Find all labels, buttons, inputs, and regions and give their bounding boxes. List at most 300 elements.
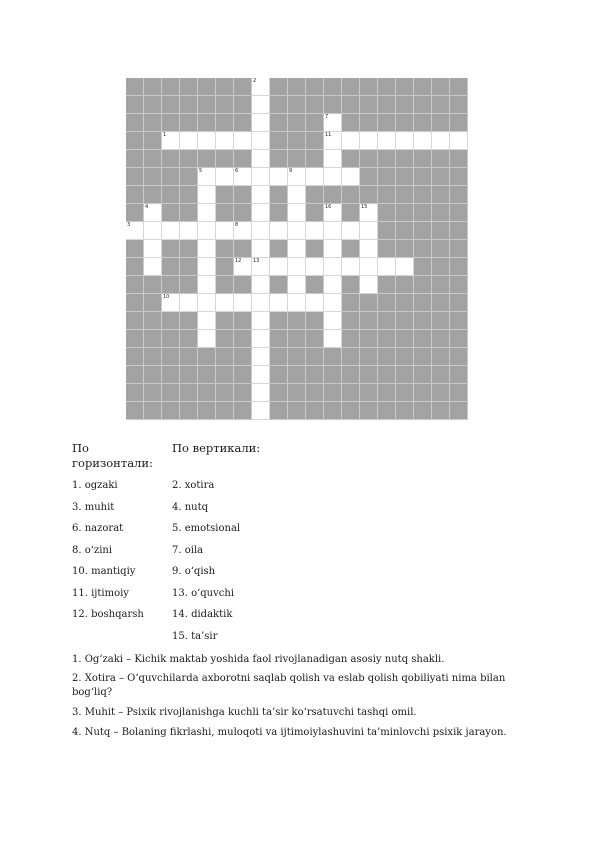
clue-text: 4. Nutq – Bolaning fikrlashi, muloqoti va ijtimoiylashuvini ta’minlovchi psixik jarayon. — [72, 727, 507, 738]
crossword-block — [234, 150, 252, 168]
crossword-block — [378, 222, 396, 240]
crossword-block — [432, 114, 450, 132]
crossword-block — [396, 114, 414, 132]
crossword-block — [126, 150, 144, 168]
crossword-block — [342, 402, 360, 420]
crossword-block — [378, 312, 396, 330]
crossword-block — [360, 348, 378, 366]
crossword-block — [450, 366, 468, 384]
crossword-block — [306, 330, 324, 348]
crossword-cell — [342, 258, 360, 276]
cell-number: 4 — [145, 204, 149, 210]
crossword-block — [378, 348, 396, 366]
crossword-block — [288, 78, 306, 96]
crossword-block — [198, 150, 216, 168]
crossword-block — [180, 78, 198, 96]
crossword-block — [396, 96, 414, 114]
across-item: 1. ogzaki — [72, 480, 118, 491]
crossword-block — [414, 330, 432, 348]
crossword-block — [216, 402, 234, 420]
crossword-block — [342, 114, 360, 132]
crossword-cell — [288, 276, 306, 294]
crossword-block — [342, 348, 360, 366]
crossword-block — [396, 204, 414, 222]
crossword-block — [414, 366, 432, 384]
crossword-block — [162, 330, 180, 348]
crossword-block — [198, 114, 216, 132]
crossword-cell — [324, 240, 342, 258]
down-title: По вертикали: — [172, 441, 261, 455]
crossword-block — [180, 168, 198, 186]
crossword-cell — [252, 276, 270, 294]
crossword-block — [396, 222, 414, 240]
crossword-cell — [306, 222, 324, 240]
crossword-cell — [162, 294, 180, 312]
crossword-block — [144, 384, 162, 402]
crossword-cell — [342, 222, 360, 240]
clue-text: 3. Muhit – Psixik rivojlanishga kuchli ta’sir ko‘rsatuvchi tashqi omil. — [72, 707, 417, 718]
crossword-block — [180, 114, 198, 132]
crossword-cell — [252, 240, 270, 258]
crossword-block — [270, 132, 288, 150]
crossword-block — [306, 312, 324, 330]
crossword-cell — [270, 294, 288, 312]
crossword-block — [414, 348, 432, 366]
crossword-block — [306, 96, 324, 114]
crossword-block — [360, 114, 378, 132]
crossword-cell — [198, 258, 216, 276]
clue-text: 2. Xotira – O‘quvchilarda axborotni saqlab qolish va eslab qolish qobiliyati nima bilan bog‘liq? — [72, 673, 506, 698]
crossword-cell — [252, 312, 270, 330]
crossword-cell — [360, 258, 378, 276]
crossword-block — [432, 258, 450, 276]
cell-number: 13 — [253, 258, 260, 264]
crossword-block — [216, 312, 234, 330]
crossword-cell — [252, 384, 270, 402]
crossword-block — [288, 330, 306, 348]
across-column — [72, 441, 172, 631]
crossword-block — [126, 366, 144, 384]
crossword-block — [342, 96, 360, 114]
crossword-block — [378, 114, 396, 132]
crossword-block — [162, 366, 180, 384]
crossword-block — [342, 78, 360, 96]
crossword-block — [198, 348, 216, 366]
crossword-cell — [252, 330, 270, 348]
crossword-block — [162, 258, 180, 276]
crossword-block — [126, 240, 144, 258]
crossword-block — [144, 330, 162, 348]
crossword-block — [450, 402, 468, 420]
crossword-block — [234, 330, 252, 348]
crossword-block — [324, 348, 342, 366]
crossword-block — [324, 78, 342, 96]
crossword-cell — [288, 294, 306, 312]
crossword-block — [432, 294, 450, 312]
crossword-block — [450, 294, 468, 312]
crossword-block — [144, 150, 162, 168]
crossword-block — [144, 348, 162, 366]
cell-number: 1 — [163, 132, 167, 138]
crossword-block — [144, 132, 162, 150]
crossword-block — [162, 348, 180, 366]
cell-number: 11 — [325, 132, 332, 138]
crossword-cell — [234, 294, 252, 312]
crossword-block — [378, 150, 396, 168]
crossword-block — [432, 312, 450, 330]
crossword-block — [378, 294, 396, 312]
crossword-block — [180, 330, 198, 348]
crossword-block — [342, 276, 360, 294]
crossword-block — [216, 330, 234, 348]
crossword-block — [306, 276, 324, 294]
crossword-block — [378, 96, 396, 114]
crossword-block — [432, 330, 450, 348]
crossword-block — [396, 186, 414, 204]
crossword-cell — [378, 132, 396, 150]
crossword-block — [378, 276, 396, 294]
crossword-block — [450, 276, 468, 294]
crossword-block — [378, 78, 396, 96]
crossword-block — [144, 402, 162, 420]
crossword-block — [126, 330, 144, 348]
crossword-cell — [180, 132, 198, 150]
crossword-block — [216, 240, 234, 258]
cell-number: 12 — [235, 258, 242, 264]
crossword-cell — [360, 204, 378, 222]
crossword-block — [216, 366, 234, 384]
crossword-block — [198, 366, 216, 384]
crossword-block — [270, 384, 288, 402]
crossword-cell — [198, 240, 216, 258]
crossword-block — [270, 186, 288, 204]
crossword-block — [234, 276, 252, 294]
crossword-block — [432, 186, 450, 204]
crossword-block — [126, 312, 144, 330]
crossword-block — [396, 348, 414, 366]
clue-text: 1. Og‘zaki – Kichik maktab yoshida faol rivojlanadigan asosiy nutq shakli. — [72, 654, 445, 665]
crossword-cell — [324, 204, 342, 222]
crossword-block — [288, 150, 306, 168]
crossword-block — [306, 132, 324, 150]
crossword-block — [450, 78, 468, 96]
crossword-block — [450, 222, 468, 240]
crossword-cell — [324, 222, 342, 240]
crossword-block — [306, 78, 324, 96]
crossword-block — [414, 150, 432, 168]
crossword-block — [414, 204, 432, 222]
crossword-block — [450, 258, 468, 276]
crossword-block — [342, 366, 360, 384]
crossword-block — [306, 240, 324, 258]
crossword-cell — [288, 168, 306, 186]
crossword-block — [180, 312, 198, 330]
crossword-cell — [234, 258, 252, 276]
crossword-cell — [324, 150, 342, 168]
crossword-block — [342, 150, 360, 168]
crossword-block — [360, 366, 378, 384]
crossword-block — [270, 366, 288, 384]
crossword-block — [306, 150, 324, 168]
crossword-block — [342, 312, 360, 330]
crossword-cell — [252, 402, 270, 420]
crossword-cell — [252, 150, 270, 168]
crossword-block — [288, 312, 306, 330]
cell-number: 5 — [199, 168, 203, 174]
crossword-block — [216, 186, 234, 204]
crossword-block — [342, 294, 360, 312]
crossword-block — [432, 168, 450, 186]
crossword-cell — [288, 240, 306, 258]
crossword-block — [126, 204, 144, 222]
crossword-block — [180, 276, 198, 294]
down-item: 15. ta’sir — [172, 630, 218, 642]
cell-number: 10 — [163, 294, 170, 300]
crossword-block — [126, 348, 144, 366]
crossword-block — [432, 348, 450, 366]
crossword-block — [396, 312, 414, 330]
crossword-block — [342, 186, 360, 204]
crossword-block — [360, 402, 378, 420]
crossword-block — [378, 384, 396, 402]
crossword-block — [432, 96, 450, 114]
crossword-cell — [324, 330, 342, 348]
crossword-block — [288, 384, 306, 402]
crossword-block — [450, 240, 468, 258]
crossword-block — [126, 294, 144, 312]
crossword-block — [378, 204, 396, 222]
crossword-block — [432, 240, 450, 258]
crossword-block — [396, 150, 414, 168]
cell-number: 16 — [325, 204, 332, 210]
crossword-block — [396, 330, 414, 348]
crossword-block — [360, 150, 378, 168]
crossword-cell — [360, 276, 378, 294]
crossword-cell — [360, 222, 378, 240]
crossword-block — [126, 276, 144, 294]
crossword-block — [234, 384, 252, 402]
crossword-block — [126, 132, 144, 150]
crossword-block — [414, 240, 432, 258]
crossword-cell — [252, 96, 270, 114]
crossword-cell — [396, 132, 414, 150]
crossword-cell — [144, 222, 162, 240]
crossword-block — [414, 276, 432, 294]
crossword-block — [270, 78, 288, 96]
crossword-block — [162, 78, 180, 96]
crossword-cell — [198, 132, 216, 150]
crossword-block — [234, 78, 252, 96]
crossword-block — [216, 276, 234, 294]
crossword-block — [216, 78, 234, 96]
crossword-block — [270, 114, 288, 132]
crossword-cell — [198, 294, 216, 312]
crossword-cell — [450, 132, 468, 150]
crossword-block — [396, 384, 414, 402]
crossword-cell — [198, 312, 216, 330]
crossword-block — [450, 312, 468, 330]
crossword-block — [450, 348, 468, 366]
crossword-block — [288, 114, 306, 132]
crossword-block — [450, 114, 468, 132]
crossword-block — [396, 168, 414, 186]
crossword-cell — [252, 114, 270, 132]
crossword-block — [144, 276, 162, 294]
crossword-block — [306, 186, 324, 204]
crossword-cell — [180, 294, 198, 312]
crossword-cell — [324, 132, 342, 150]
crossword-cell — [162, 132, 180, 150]
crossword-cell — [216, 132, 234, 150]
crossword-cell — [216, 222, 234, 240]
crossword-block — [180, 384, 198, 402]
crossword-block — [126, 258, 144, 276]
crossword-block — [270, 150, 288, 168]
crossword-block — [414, 258, 432, 276]
crossword-block — [270, 240, 288, 258]
crossword-block — [144, 294, 162, 312]
crossword-block — [270, 348, 288, 366]
crossword-block — [216, 150, 234, 168]
crossword-cell — [144, 204, 162, 222]
crossword-block — [162, 402, 180, 420]
crossword-block — [144, 186, 162, 204]
crossword-block — [360, 78, 378, 96]
crossword-block — [126, 384, 144, 402]
crossword-cell — [198, 276, 216, 294]
crossword-block — [342, 330, 360, 348]
crossword-block — [234, 114, 252, 132]
crossword-cell — [342, 168, 360, 186]
cell-number: 2 — [253, 78, 257, 84]
crossword-block — [162, 150, 180, 168]
crossword-block — [360, 294, 378, 312]
crossword-block — [306, 204, 324, 222]
crossword-block — [180, 150, 198, 168]
crossword-cell — [288, 258, 306, 276]
crossword-cell — [306, 258, 324, 276]
crossword-cell — [144, 258, 162, 276]
crossword-block — [198, 384, 216, 402]
crossword-cell — [306, 294, 324, 312]
crossword-block — [414, 168, 432, 186]
crossword-block — [324, 96, 342, 114]
crossword-block — [270, 276, 288, 294]
across-item: 12. boshqarsh — [72, 609, 144, 620]
crossword-block — [144, 168, 162, 186]
crossword-block — [270, 330, 288, 348]
crossword-cell — [252, 294, 270, 312]
crossword-block — [414, 384, 432, 402]
crossword-block — [396, 78, 414, 96]
crossword-block — [360, 186, 378, 204]
crossword-block — [126, 78, 144, 96]
crossword-grid — [126, 78, 468, 420]
crossword-cell — [252, 168, 270, 186]
crossword-block — [162, 240, 180, 258]
crossword-block — [414, 78, 432, 96]
crossword-cell — [144, 240, 162, 258]
crossword-block — [360, 96, 378, 114]
crossword-block — [378, 402, 396, 420]
crossword-block — [396, 366, 414, 384]
crossword-block — [180, 402, 198, 420]
crossword-cell — [234, 168, 252, 186]
crossword-block — [144, 78, 162, 96]
crossword-block — [450, 168, 468, 186]
crossword-cell — [234, 222, 252, 240]
crossword-block — [180, 186, 198, 204]
crossword-block — [360, 168, 378, 186]
crossword-cell — [270, 222, 288, 240]
crossword-cell — [306, 168, 324, 186]
crossword-block — [216, 204, 234, 222]
across-item: 8. o‘zini — [72, 544, 113, 556]
down-item: 7. oila — [172, 544, 204, 556]
crossword-block — [180, 204, 198, 222]
crossword-block — [144, 114, 162, 132]
crossword-block — [162, 186, 180, 204]
crossword-block — [162, 276, 180, 294]
crossword-block — [198, 96, 216, 114]
crossword-block — [198, 402, 216, 420]
crossword-block — [270, 204, 288, 222]
crossword-block — [216, 384, 234, 402]
crossword-block — [342, 204, 360, 222]
crossword-cell — [252, 366, 270, 384]
crossword-block — [288, 402, 306, 420]
crossword-cell — [432, 132, 450, 150]
crossword-cell — [360, 132, 378, 150]
crossword-block — [234, 312, 252, 330]
crossword-block — [162, 96, 180, 114]
crossword-block — [450, 150, 468, 168]
crossword-cell — [342, 132, 360, 150]
crossword-cell — [252, 186, 270, 204]
crossword-block — [216, 348, 234, 366]
crossword-block — [234, 96, 252, 114]
crossword-cell — [324, 312, 342, 330]
cell-number: 8 — [235, 222, 239, 228]
crossword-block — [162, 114, 180, 132]
crossword-block — [432, 78, 450, 96]
crossword-cell — [288, 186, 306, 204]
crossword-block — [432, 402, 450, 420]
crossword-block — [216, 258, 234, 276]
down-item: 4. nutq — [172, 501, 209, 513]
crossword-block — [432, 276, 450, 294]
crossword-cell — [198, 186, 216, 204]
crossword-block — [126, 114, 144, 132]
crossword-block — [432, 222, 450, 240]
down-item: 2. xotira — [172, 480, 215, 491]
crossword-block — [342, 384, 360, 402]
crossword-block — [342, 240, 360, 258]
crossword-cell — [198, 204, 216, 222]
crossword-block — [180, 240, 198, 258]
crossword-block — [162, 204, 180, 222]
crossword-block — [270, 96, 288, 114]
crossword-block — [306, 114, 324, 132]
crossword-block — [162, 312, 180, 330]
crossword-cell — [360, 240, 378, 258]
crossword-block — [126, 186, 144, 204]
crossword-block — [378, 240, 396, 258]
crossword-cell — [216, 168, 234, 186]
crossword-block — [180, 258, 198, 276]
down-item: 5. emotsional — [172, 523, 241, 534]
crossword-block — [396, 276, 414, 294]
